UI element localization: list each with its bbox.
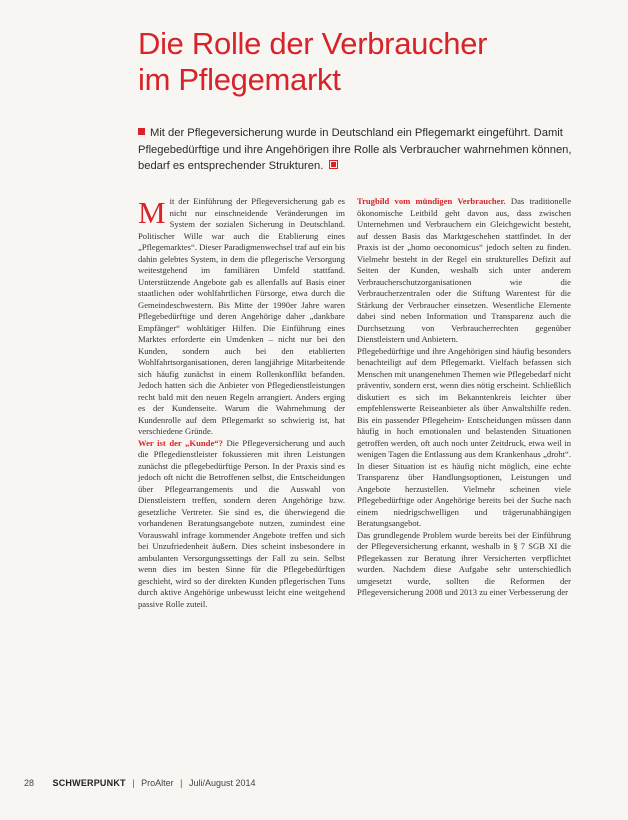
paragraph-text: it der Einführung der Pflegeversicherung gab es nicht nur einschneidende Veränderungen im System der sozialen Sicherung in Deutschland. Politischer Wille war auch die Etablierung eines „Pflegemarktes“. Dieser Paradigmenwechsel traf auf ein bis dahin gelebtes System, in dem die pflegerische Versorgung weitestgehend im familiären Umfeld stattfand. Unterstützende Angebote gab es allenfalls auf Basis einer staatlichen oder wohlfahrtlichen Fürsorge, etwa durch die Gemeindeschwestern. Bis Mitte der 1990er Jahre waren Pflegebedürftige und deren Angehörige daher „dankbare Empfänger“ wohltätiger Hilfen. Die Einführung eines Marktes erforderte ein Umdenken – nicht nur bei den Kunden, sondern auch bei den etablierten Wohlfahrtsorganisationen, deren langjährige Mitarbeitende sich häufig zunächst in einem Rollenkonflikt befanden. Jedoch hatten sich die Anbieter von Pflegedienstleistungen recht bald mit den neuen Regeln arrangiert. Anders erging es der Kundenseite. Warum die Wahrnehmung der Kundenrolle auf dem Pflegemarkt so schwierig ist, hat verschiedene Gründe. (138, 196, 345, 436)
article-title-line-1: Die Rolle der Verbraucher (138, 26, 488, 61)
paragraph-text: Das traditionelle ökonomische Leitbild geht davon aus, dass zwischen Unternehmen und Verbrauchern ein Gleichgewicht besteht, auf dessen Basis das Marktgeschehen stattfindet. In der Praxis ist der „homo oeconomicus“ jedoch selten zu finden. Vielmehr besteht in der Regel ein strukturelles Defizit auf Seiten der Kunden, weshalb sich unter anderem Verbraucherschutzorganisationen wie die Verbraucherzentralen oder die Stiftung Warentest für die Stärkung der Verbraucher einsetzen. Wesentliche Elemente dabei sind neben Information und Transparenz auch die Durchsetzung von Verbraucherrechten gegenüber Dienstleistern und Anbietern. (357, 196, 572, 344)
end-mark-icon (329, 160, 338, 169)
page-number: 28 (24, 778, 35, 788)
article-column-right (357, 196, 571, 599)
publication-name: ProAlter (141, 778, 174, 788)
article-column-left (138, 196, 345, 610)
subheading: Trugbild vom mündigen Verbraucher. (357, 196, 506, 206)
square-bullet-icon (138, 128, 145, 135)
article-title (138, 26, 598, 98)
subheading: Wer ist der „Kunde“? (138, 437, 223, 448)
issue-date: Juli/August 2014 (189, 778, 256, 788)
paragraph: Das grundlegende Problem wurde bereits bei der Einführung der Pflegeversicherung erkannt, weshalb in § 7 SGB XI die Pflegekassen zur Beratung ihrer Versicherten verpflichtet wurden. Nachdem diese Aufgabe sehr unterschiedlich umgesetzt wurde, sollten die Reformen der Pflegeversicherung 2008 und 2013 zu einer Verbesserung der (357, 529, 571, 597)
paragraph (357, 196, 571, 346)
article-title-line-2: im Pflegemarkt (138, 62, 341, 97)
paragraph: Pflegebedürftige und ihre Angehörigen sind häufig besonders benachteiligt auf dem Pflegemarkt. Vielfach befassen sich Menschen mit unangenehmen Themen wie Pflegebedarf nicht präventiv, sondern erst, wenn dies nötig erscheint. Schließlich diskutiert es sich im Bekanntenkreis leichter über empfehlenswerte Reiseanbieter als über Anwaltshilfe reden. Bis ein passender Pflegeheim- Entscheidungen müssen dann häufig in hoch emotionalen und belastenden Situationen getroffen werden, oft auch noch unter Zeitdruck, etwa weil in wenigen Tagen die Entlassung aus dem Krankenhaus „droht“. In dieser Situation ist es häufig nicht möglich, eine echte Transparenz über Handlungsoptionen, Leistungen und Angebote herzustellen. Vielmehr scheinen viele Pflegebedürftige oder Angehörige bereits bei der Suche nach einem niedrigschwelligen und trägerunabhängigen Beratungsangebot. (357, 345, 571, 528)
footer-separator: | (132, 778, 135, 788)
section-label: SCHWERPUNKT (52, 778, 126, 788)
paragraph (138, 196, 345, 438)
paragraph (138, 438, 345, 611)
footer-separator: | (180, 778, 183, 788)
paragraph-text: Die Pflegeversicherung und auch die Pflegedienstleister fokussieren mit ihren Leistungen zunächst die pflegebedürftige Person. In der Praxis sind es jedoch oft nicht die Betroffenen selbst, die Entscheidungen über Pflegearrangements und die Auswahl von Dienstleistern treffen, sondern deren Angehörige bzw. gesetzliche Vertreter. Sie sind es, die überwiegend die vorhandenen Beratungsangebote nutzen, zumindest eine Vorauswahl infrage kommender Angebote treffen und sich bei Unzufriedenheit äußern. Dies scheint insbesondere in ambulanten Versorgungssettings der Fall zu sein. Selbst wenn dies im besten Sinne für die Pflegebedürftigen geschieht, wird so der direkten Kunden pflegerischen Tuns durch aktive Angehörige unbewusst leicht eine weitgehend passive Rolle zuteil. (138, 437, 345, 609)
lead-text: Mit der Pflegeversicherung wurde in Deutschland ein Pflegemarkt eingeführt. Damit Pflegebedürftige und ihre Angehörigen ihre Rolle als Verbraucher wahrnehmen können, bedarf es entsprechender Strukturen. (138, 127, 572, 172)
drop-cap: M (138, 195, 166, 230)
page-footer (24, 778, 604, 788)
article-lead (138, 125, 598, 175)
